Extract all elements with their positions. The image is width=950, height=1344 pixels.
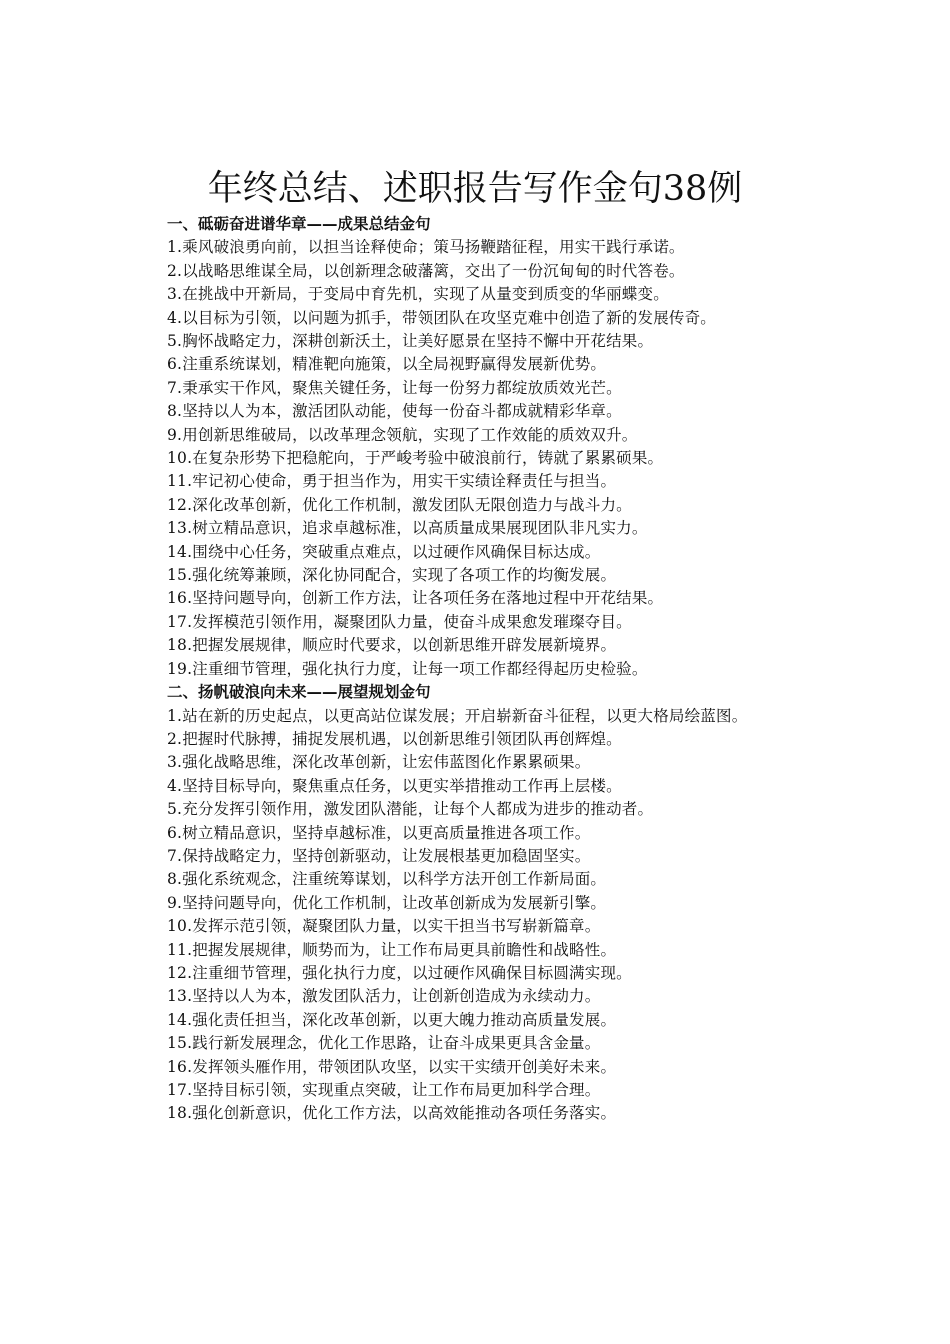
list-item: 10.在复杂形势下把稳舵向，于严峻考验中破浪前行，铸就了累累硕果。: [167, 449, 664, 468]
list-item: 16.发挥领头雁作用，带领团队攻坚，以实干实绩开创美好未来。: [167, 1057, 617, 1076]
list-item: 11.把握发展规律，顺势而为，让工作布局更具前瞻性和战略性。: [167, 940, 617, 959]
section-outlook: [127, 681, 832, 1126]
list-item: 10.发挥示范引领，凝聚团队力量，以实干担当书写崭新篇章。: [167, 917, 601, 936]
document-title: 年终总结、述职报告写作金句38例: [207, 169, 743, 209]
section-heading: 一、砥砺奋进谱华章——成果总结金句: [167, 215, 431, 233]
list-item: 15.践行新发展理念，优化工作思路，让奋斗成果更具含金量。: [167, 1034, 601, 1053]
list-item: 12.注重细节管理，强化执行力度，以过硬作风确保目标圆满实现。: [167, 963, 632, 982]
list-item: 13.树立精品意识，追求卓越标准，以高质量成果展现团队非凡实力。: [167, 519, 648, 538]
list-item: 3.强化战略思维，深化改革创新，让宏伟蓝图化作累累硕果。: [167, 753, 591, 772]
list-item: 5.充分发挥引领作用，激发团队潜能，让每个人都成为进步的推动者。: [167, 800, 654, 819]
list-item: 13.坚持以人为本，激发团队活力，让创新创造成为永续动力。: [167, 987, 601, 1006]
list-item: 4.坚持目标导向，聚焦重点任务，以更实举措推动工作再上层楼。: [167, 776, 622, 795]
list-item: 4.以目标为引领，以问题为抓手，带领团队在攻坚克难中创造了新的发展传奇。: [167, 308, 716, 327]
list-item: 16.坚持问题导向，创新工作方法，让各项任务在落地过程中开花结果。: [167, 589, 664, 608]
document-body: [127, 213, 832, 1126]
list-item: 7.保持战略定力，坚持创新驱动，让发展根基更加稳固坚实。: [167, 846, 591, 865]
list-item: 18.把握发展规律，顺应时代要求，以创新思维开辟发展新境界。: [167, 636, 617, 655]
list-item: 14.围绕中心任务，突破重点难点，以过硬作风确保目标达成。: [167, 542, 601, 561]
list-item: 9.用创新思维破局，以改革理念领航，实现了工作效能的质效双升。: [167, 425, 638, 444]
list-item: 6.注重系统谋划，精准靶向施策，以全局视野赢得发展新优势。: [167, 355, 607, 374]
list-item: 12.深化改革创新，优化工作机制，激发团队无限创造力与战斗力。: [167, 495, 632, 514]
list-item: 17.坚持目标引领，实现重点突破，让工作布局更加科学合理。: [167, 1081, 601, 1099]
list-item: 2.以战略思维谋全局，以创新理念破藩篱，交出了一份沉甸甸的时代答卷。: [167, 261, 685, 280]
list-item: 7.秉承实干作风，聚焦关键任务，让每一份努力都绽放质效光芒。: [167, 378, 622, 397]
list-item: 8.强化系统观念，注重统筹谋划，以科学方法开创工作新局面。: [167, 870, 607, 889]
list-item: 19.注重细节管理，强化执行力度，让每一项工作都经得起历史检验。: [167, 659, 648, 678]
list-item: 1.乘风破浪勇向前，以担当诠释使命；策马扬鞭踏征程，用实干践行承诺。: [167, 238, 685, 257]
list-item: 3.在挑战中开新局，于变局中育先机，实现了从量变到质变的华丽蝶变。: [167, 285, 669, 304]
list-item: 11.牢记初心使命，勇于担当作为，用实干实绩诠释责任与担当。: [167, 472, 617, 491]
list-item: 8.坚持以人为本，激活团队动能，使每一份奋斗都成就精彩华章。: [167, 402, 622, 421]
list-item: 9.坚持问题导向，优化工作机制，让改革创新成为发展新引擎。: [167, 893, 607, 912]
list-item: 18.强化创新意识，优化工作方法，以高效能推动各项任务落实。: [167, 1104, 617, 1123]
section-heading: 二、扬帆破浪向未来——展望规划金句: [167, 683, 431, 702]
list-item: 5.胸怀战略定力，深耕创新沃土，让美好愿景在坚持不懈中开花结果。: [167, 332, 654, 351]
list-item: 6.树立精品意识，坚持卓越标准，以更高质量推进各项工作。: [167, 823, 591, 842]
list-item: 17.发挥模范引领作用，凝聚团队力量，使奋斗成果愈发璀璨夺目。: [167, 612, 632, 631]
list-item: 1.站在新的历史起点，以更高站位谋发展；开启崭新奋斗征程，以更大格局绘蓝图。: [167, 706, 748, 725]
list-item: 15.强化统筹兼顾，深化协同配合，实现了各项工作的均衡发展。: [167, 566, 617, 585]
list-item: 2.把握时代脉搏，捕捉发展机遇，以创新思维引领团队再创辉煌。: [167, 729, 622, 748]
list-item: 14.强化责任担当，深化改革创新，以更大魄力推动高质量发展。: [167, 1010, 617, 1029]
section-achievements: [127, 213, 832, 681]
